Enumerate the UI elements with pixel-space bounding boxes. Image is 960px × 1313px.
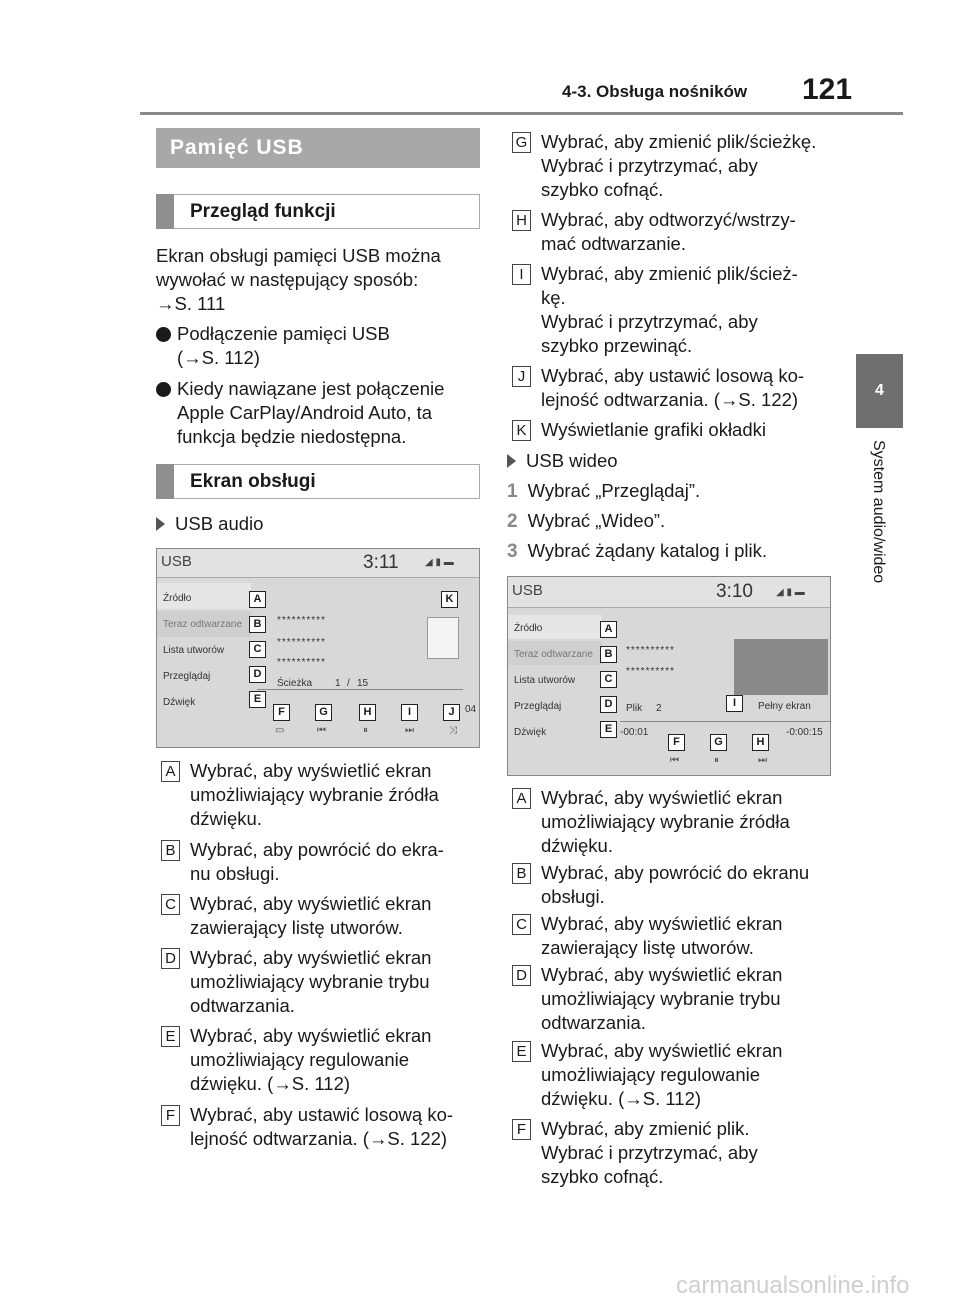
key-badge: H <box>512 210 531 231</box>
file-number: 2 <box>656 703 662 714</box>
remaining-time: -0:00:15 <box>786 727 823 738</box>
shuffle-icon: ⤨ <box>449 725 457 736</box>
watermark: carmanualsonline.info <box>676 1272 910 1299</box>
legend-item-b: B Wybrać, aby powrócić do ekra- nu obsługi. <box>156 838 486 886</box>
key-badge: D <box>161 948 180 969</box>
track-info: ********** <box>277 615 326 626</box>
marker-a: A <box>249 591 266 608</box>
triangle-icon <box>507 454 516 468</box>
track-info: ********** <box>626 645 675 656</box>
key-badge: A <box>512 788 531 809</box>
marker-i: I <box>726 695 743 712</box>
menu-track-list: Lista utworów <box>514 675 576 686</box>
screen-clock: 3:10 <box>716 581 753 602</box>
usb-stick-icon <box>427 617 459 659</box>
marker-g: G <box>710 734 727 751</box>
marker-e: E <box>600 721 617 738</box>
key-badge: C <box>512 914 531 935</box>
bullet-usb: Podłączenie pamięci USB (→S. 112) <box>156 322 486 370</box>
legend-item-i: I Wybrać, aby zmienić plik/ścież- kę. Wybrać i przytrzymać, aby szybko przewinąć. <box>507 262 847 358</box>
legend-item-d: D Wybrać, aby wyświetlić ekran umożliwiający wybranie trybu odtwarzania. <box>156 946 486 1018</box>
marker-h: H <box>359 704 376 721</box>
header-rule <box>140 112 903 115</box>
legend-item-a: A Wybrać, aby wyświetlić ekran umożliwiający wybranie źródła dźwięku. <box>156 759 486 831</box>
bullet-icon <box>156 327 171 342</box>
previous-icon: ⏮ <box>317 725 326 736</box>
video-legend-item-e: E Wybrać, aby wyświetlić ekran umożliwiający regulowanie dźwięku. (→S. 112) <box>507 1039 847 1111</box>
marker-g: G <box>315 704 332 721</box>
track-info: ********** <box>277 637 326 648</box>
key-badge: B <box>512 863 531 884</box>
marker-b: B <box>600 646 617 663</box>
menu-source: Źródło <box>163 593 192 604</box>
marker-d: D <box>249 666 266 683</box>
menu-now-playing: Teraz odtwarzane <box>163 619 242 630</box>
page-number: 121 <box>802 73 853 106</box>
step-2: 2 Wybrać „Wideo”. <box>507 510 666 532</box>
video-legend-item-a: A Wybrać, aby wyświetlić ekran umożliwiający wybranie źródła dźwięku. <box>507 786 847 858</box>
marker-c: C <box>249 641 266 658</box>
marker-f: F <box>273 704 290 721</box>
fullscreen-button: Pełny ekran <box>758 701 811 712</box>
video-legend-item-d: D Wybrać, aby wyświetlić ekran umożliwiający wybranie trybu odtwarzania. <box>507 963 847 1035</box>
bullet-icon <box>156 382 171 397</box>
subsection-overview: Przegląd funkcji <box>156 194 480 229</box>
screen-title: USB <box>161 553 192 570</box>
usb-audio-heading: USB audio <box>156 512 263 536</box>
track-info: ********** <box>626 666 675 677</box>
track-total: 15 <box>357 678 369 689</box>
key-badge: B <box>161 840 180 861</box>
key-badge: F <box>512 1119 531 1140</box>
menu-now-playing: Teraz odtwarzane <box>514 649 593 660</box>
legend-item-h: H Wybrać, aby odtworzyć/wstrzy- mać odtwarzanie. <box>507 208 847 256</box>
file-label: Plik <box>626 703 643 714</box>
marker-d: D <box>600 696 617 713</box>
chapter-tab: 4 <box>856 354 903 428</box>
menu-source: Źródło <box>514 623 543 634</box>
key-badge: J <box>512 366 531 387</box>
marker-b: B <box>249 616 266 633</box>
menu-browse: Przeglądaj <box>514 701 562 712</box>
screen-clock: 3:11 <box>363 552 399 573</box>
track-separator: / <box>347 678 350 689</box>
next-icon: ⏭ <box>405 725 414 736</box>
pause-icon: ⏸ <box>363 725 368 736</box>
intro-text: Ekran obsługi pamięci USB można wywołać w następujący sposób: →S. 111 <box>156 245 441 314</box>
repeat-icon: ▭ <box>275 725 285 736</box>
key-badge: I <box>512 264 531 285</box>
header-section: 4-3. Obsługa nośników <box>562 82 748 101</box>
key-badge: K <box>512 420 531 441</box>
triangle-icon <box>156 517 165 531</box>
marker-e: E <box>249 691 266 708</box>
next-icon: ⏭ <box>758 755 767 766</box>
legend-item-k: K Wyświetlanie grafiki okładki <box>507 418 847 442</box>
marker-f: F <box>668 734 685 751</box>
track-time: 04 <box>465 704 477 715</box>
bullet-carplay: Kiedy nawiązane jest połączenie Apple CarPlay/Android Auto, ta funkcja będzie niedostępna. <box>156 377 486 449</box>
key-badge: C <box>161 894 180 915</box>
key-badge: A <box>161 761 180 782</box>
marker-i: I <box>401 704 418 721</box>
track-info: ********** <box>277 657 326 668</box>
marker-j: J <box>443 704 460 721</box>
legend-item-j: J Wybrać, aby ustawić losową ko- lejność odtwarzania. (→S. 122) <box>507 364 847 412</box>
usb-video-heading: USB wideo <box>507 449 618 473</box>
marker-c: C <box>600 671 617 688</box>
subsection-control-screen: Ekran obsługi <box>156 464 480 499</box>
key-badge: F <box>161 1105 180 1126</box>
legend-item-e: E Wybrać, aby wyświetlić ekran umożliwiający regulowanie dźwięku. (→S. 112) <box>156 1024 486 1096</box>
video-legend-item-b: B Wybrać, aby powrócić do ekranu obsługi. <box>507 861 847 909</box>
marker-h: H <box>752 734 769 751</box>
legend-item-f: F Wybrać, aby ustawić losową ko- lejność odtwarzania. (→S. 122) <box>156 1103 486 1151</box>
key-badge: D <box>512 965 531 986</box>
menu-browse: Przeglądaj <box>163 671 211 682</box>
track-label: Ścieżka <box>277 678 313 689</box>
key-badge: G <box>512 132 531 153</box>
menu-track-list: Lista utworów <box>163 645 225 656</box>
key-badge: E <box>161 1026 180 1047</box>
section-title: Pamięć USB <box>156 128 480 168</box>
step-1: 1 Wybrać „Przeglądaj”. <box>507 480 701 502</box>
screen-title: USB <box>512 582 543 599</box>
elapsed-time: -00:01 <box>620 727 649 738</box>
usb-video-screenshot: USB 3:10 ◢ ▮ ▬ Źródło Teraz odtwarzane Lista utworów Przeglądaj Dźwięk ********** ********** Plik 2 Pełny ekran -00:01 -0:00:15 ⏮ ⏸ ⏭ A B C D E I F G H <box>507 576 831 776</box>
menu-sound: Dźwięk <box>163 697 196 708</box>
marker-a: A <box>600 621 617 638</box>
key-badge: E <box>512 1041 531 1062</box>
marker-k: K <box>441 591 458 608</box>
legend-item-c: C Wybrać, aby wyświetlić ekran zawierający listę utworów. <box>156 892 486 940</box>
usb-audio-screenshot: USB 3:11 ◢ ▮ ▬ Źródło Teraz odtwarzane Lista utworów Przeglądaj Dźwięk ********** ********** ********** Ścieżka 1 / 15 04 ▭ ⏮ ⏸ ⏭ ⤨ A K B C D E F G H I J <box>156 548 480 748</box>
menu-sound: Dźwięk <box>514 727 547 738</box>
chapter-label: System audio/wideo <box>870 440 887 584</box>
previous-icon: ⏮ <box>670 755 679 766</box>
pause-icon: ⏸ <box>714 755 719 766</box>
video-legend-item-f: F Wybrać, aby zmienić plik. Wybrać i przytrzymać, aby szybko cofnąć. <box>507 1117 847 1189</box>
step-3: 3 Wybrać żądany katalog i plik. <box>507 540 767 562</box>
track-number: 1 <box>335 678 341 689</box>
video-legend-item-c: C Wybrać, aby wyświetlić ekran zawierający listę utworów. <box>507 912 847 960</box>
video-preview <box>734 639 828 695</box>
legend-item-g: G Wybrać, aby zmienić plik/ścieżkę. Wybrać i przytrzymać, aby szybko cofnąć. <box>507 130 847 202</box>
